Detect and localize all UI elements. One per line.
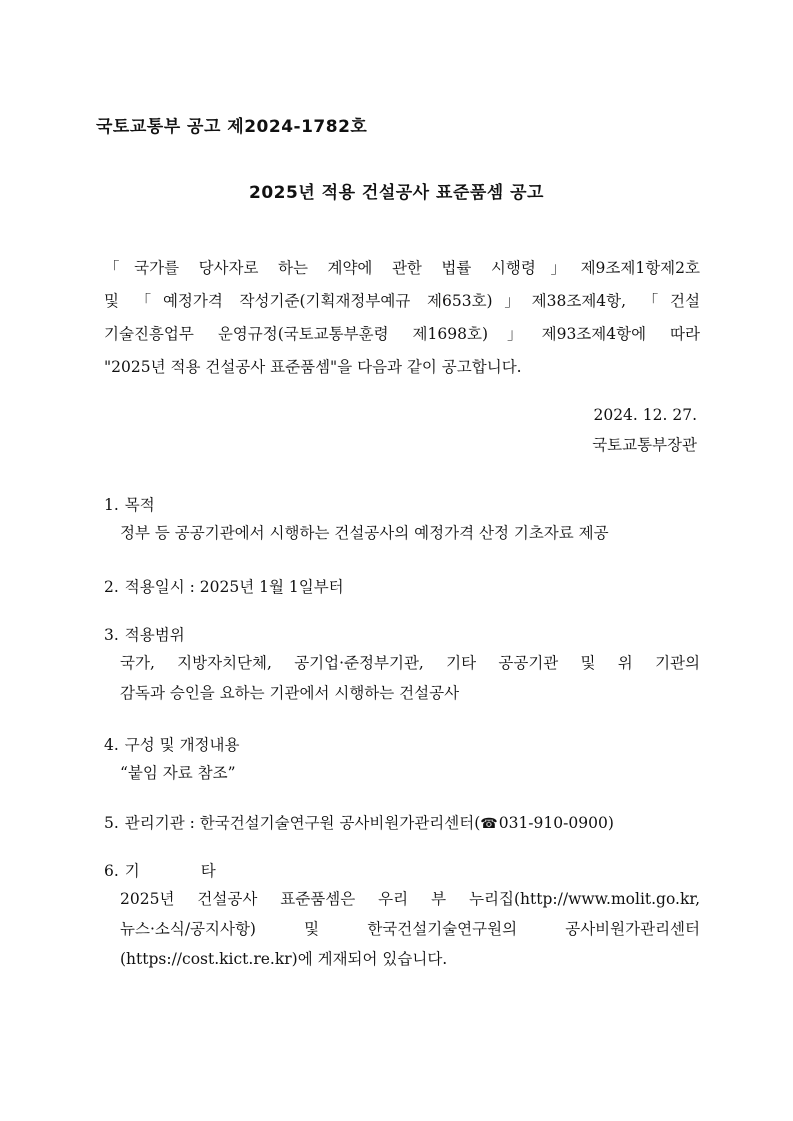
section-composition [104, 732, 700, 788]
notice-date: 2024. 12. 27. [593, 406, 697, 424]
phone-number: 031-910-0900 [498, 814, 608, 832]
section-heading: 관리기관 : 한국건설기술연구원 공사비원가관리센터( [124, 814, 481, 832]
section-body-line: 2025년 건설공사 표준품셈은 우리 부 누리집(http://www.molit.go.kr, [120, 890, 700, 908]
section-heading-suffix: ) [607, 814, 614, 832]
notice-number: 국토교통부 공고 제2024-1782호 [96, 117, 368, 137]
section-number: 1. [104, 496, 119, 514]
section-body-line: 국가, 지방자치단체, 공기업·준정부기관, 기타 공공기관 및 위 기관의 [120, 654, 700, 672]
section-body-line: (https://cost.kict.re.kr)에 게재되어 있습니다. [120, 950, 448, 968]
section-number: 2. [104, 578, 119, 596]
section-heading: 적용범위 [124, 626, 185, 644]
intro-line: "2025년 적용 건설공사 표준품셈"을 다음과 같이 공고합니다. [104, 358, 522, 376]
section-heading: 적용일시 : 2025년 1월 1일부터 [124, 578, 344, 596]
intro-line: 「국가를 당사자로 하는 계약에 관한 법률 시행령」제9조제1항제2호 [104, 259, 700, 277]
intro-paragraph [104, 252, 700, 384]
section-heading: 기 타 [124, 862, 244, 880]
section-effective-date [104, 574, 700, 600]
section-number: 5. [104, 814, 119, 832]
section-body-line: 뉴스·소식/공지사항) 및 한국건설기술연구원의 공사비원가관리센터 [120, 920, 700, 938]
section-number: 3. [104, 626, 119, 644]
section-purpose [104, 492, 700, 548]
section-number: 4. [104, 736, 119, 754]
section-heading: 구성 및 개정내용 [124, 736, 240, 754]
section-management [104, 810, 700, 836]
section-heading: 목적 [124, 496, 155, 514]
section-number: 6. [104, 862, 119, 880]
section-scope [104, 622, 700, 708]
issuer: 국토교통부장관 [592, 436, 697, 454]
intro-line: 기술진흥업무 운영규정(국토교통부훈령 제1698호)」제93조제4항에 따라 [104, 325, 700, 343]
section-body-line: 감독과 승인을 요하는 기관에서 시행하는 건설공사 [120, 684, 460, 702]
signature-block [592, 400, 697, 460]
page-title: 2025년 적용 건설공사 표준품셈 공고 [249, 183, 544, 203]
section-body-line: 정부 등 공공기관에서 시행하는 건설공사의 예정가격 산정 기초자료 제공 [120, 524, 609, 542]
phone-icon: ☎ [480, 816, 498, 832]
section-etc [104, 858, 700, 974]
intro-line: 및 「예정가격 작성기준(기획재정부예규 제653호)」제38조제4항, 「건설 [104, 292, 700, 310]
section-body-line: “붙임 자료 참조” [120, 764, 236, 782]
